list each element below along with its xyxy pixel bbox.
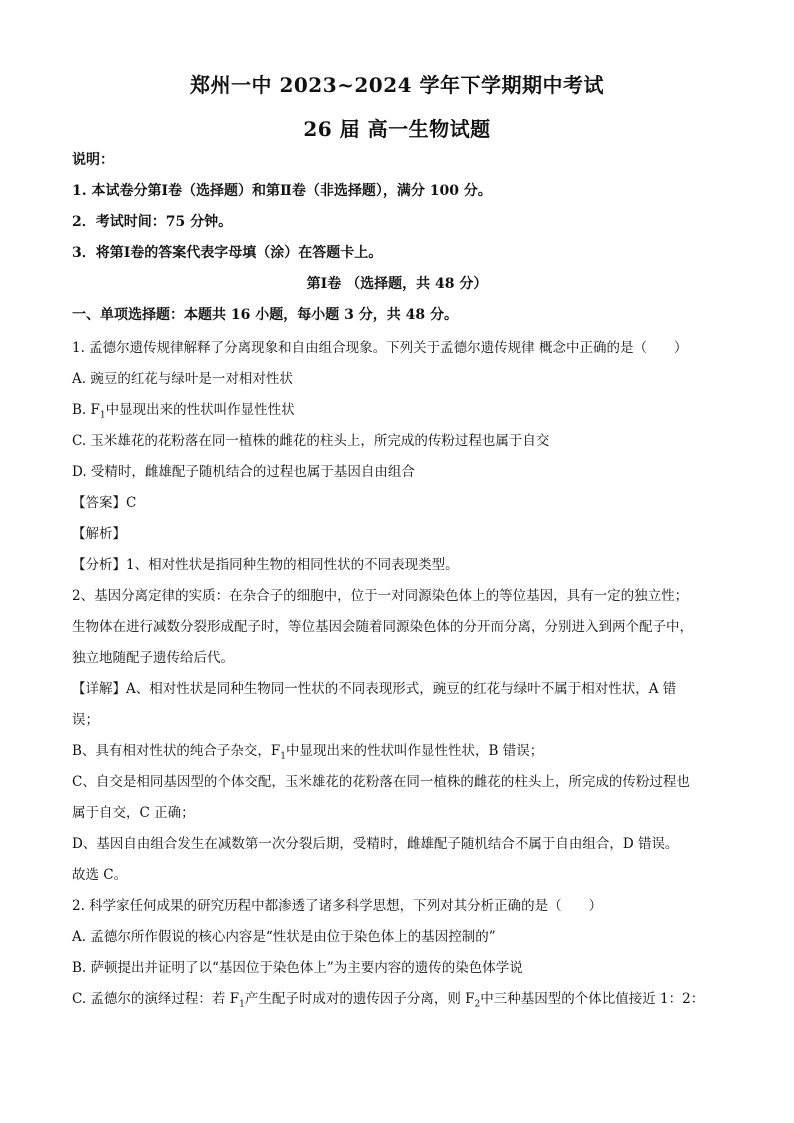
note-item: 2．考试时间：75 分钟。 bbox=[72, 214, 233, 230]
q1-answer: 【答案】C bbox=[72, 495, 137, 511]
exam-subtitle: 26 届 高一生物试题 bbox=[303, 117, 491, 141]
q2-stem: 2. 科学家任何成果的研究历程中都渗透了诸多科学思想，下列对其分析正确的是（ ） bbox=[72, 898, 603, 914]
notes-heading: 说明： bbox=[72, 152, 114, 168]
q1-analysis-line: 独立地随配子遗传给后代。 bbox=[72, 650, 234, 666]
q1-detail-line: D、基因自由组合发生在减数第一次分裂后期，受精时，雌雄配子随机结合不属于自由组合，D 错误。 bbox=[72, 836, 679, 852]
q1-option-b: B. $F_1$中显现出来的性状叫作显性性状 bbox=[72, 402, 295, 421]
section-title: 第Ⅰ卷 （选择题，共 48 分） bbox=[306, 276, 488, 292]
q1-conclusion: 故选 C。 bbox=[72, 867, 128, 883]
exam-title: 郑州一中 2023~2024 学年下学期期中考试 bbox=[189, 73, 604, 97]
q2-option-b: B. 萨顿提出并证明了以“基因位于染色体上”为主要内容的遗传的染色体学说 bbox=[72, 960, 523, 976]
q1-detail-line: 属于自交，C 正确； bbox=[72, 805, 195, 821]
q1-option-d: D. 受精时，雌雄配子随机结合的过程也属于基因自由组合 bbox=[72, 464, 415, 480]
q1-analysis-line: 【分析】1、相对性状是指同种生物的相同性状的不同表现类型。 bbox=[72, 557, 459, 573]
q2-option-a: A. 孟德尔所作假说的核心内容是“性状是由位于染色体上的基因控制的” bbox=[72, 929, 496, 945]
q1-detail-line: B、具有相对性状的纯合子杂交，$F_1$中显现出来的性状叫作显性性状，B 错误； bbox=[72, 743, 544, 762]
q1-analysis-line: 2、基因分离定律的实质：在杂合子的细胞中，位于一对同源染色体上的等位基因，具有一定的独立性； bbox=[72, 588, 689, 604]
q1-option-c: C. 玉米雄花的花粉落在同一植株的雌花的柱头上，所完成的传粉过程也属于自交 bbox=[72, 433, 550, 449]
q1-detail-line: 误； bbox=[72, 712, 99, 728]
q1-analysis-line: 生物体在进行减数分裂形成配子时，等位基因会随着同源染色体的分开而分离，分别进入到两个配子中， bbox=[72, 619, 693, 635]
q1-option-a: A. 豌豆的红花与绿叶是一对相对性状 bbox=[72, 371, 293, 387]
q2-option-c: C. 孟德尔的演绎过程：若 $F_1$产生配子时成对的遗传因子分离，则 $F_2$中三种基因型的个体比值接近 1：2： bbox=[72, 991, 705, 1010]
part-heading: 一、单项选择题：本题共 16 小题，每小题 3 分，共 48 分。 bbox=[72, 307, 458, 323]
q1-stem: 1. 孟德尔遗传规律解释了分离现象和自由组合现象。下列关于孟德尔遗传规律 概念中正确的是（ ） bbox=[72, 340, 688, 356]
note-item: 3．将第Ⅰ卷的答案代表字母填（涂）在答题卡上。 bbox=[72, 245, 383, 261]
q1-detail-line: 【详解】A、相对性状是同种生物同一性状的不同表现形式，豌豆的红花与绿叶不属于相对性状，A 错 bbox=[72, 681, 677, 697]
note-item: 1. 本试卷分第Ⅰ卷（选择题）和第Ⅱ卷（非选择题），满分 100 分。 bbox=[72, 183, 492, 199]
q1-detail-line: C、自交是相同基因型的个体交配，玉米雄花的花粉落在同一植株的雌花的柱头上，所完成的传粉过程也 bbox=[72, 774, 690, 790]
q1-analysis-heading: 【解析】 bbox=[72, 526, 126, 542]
